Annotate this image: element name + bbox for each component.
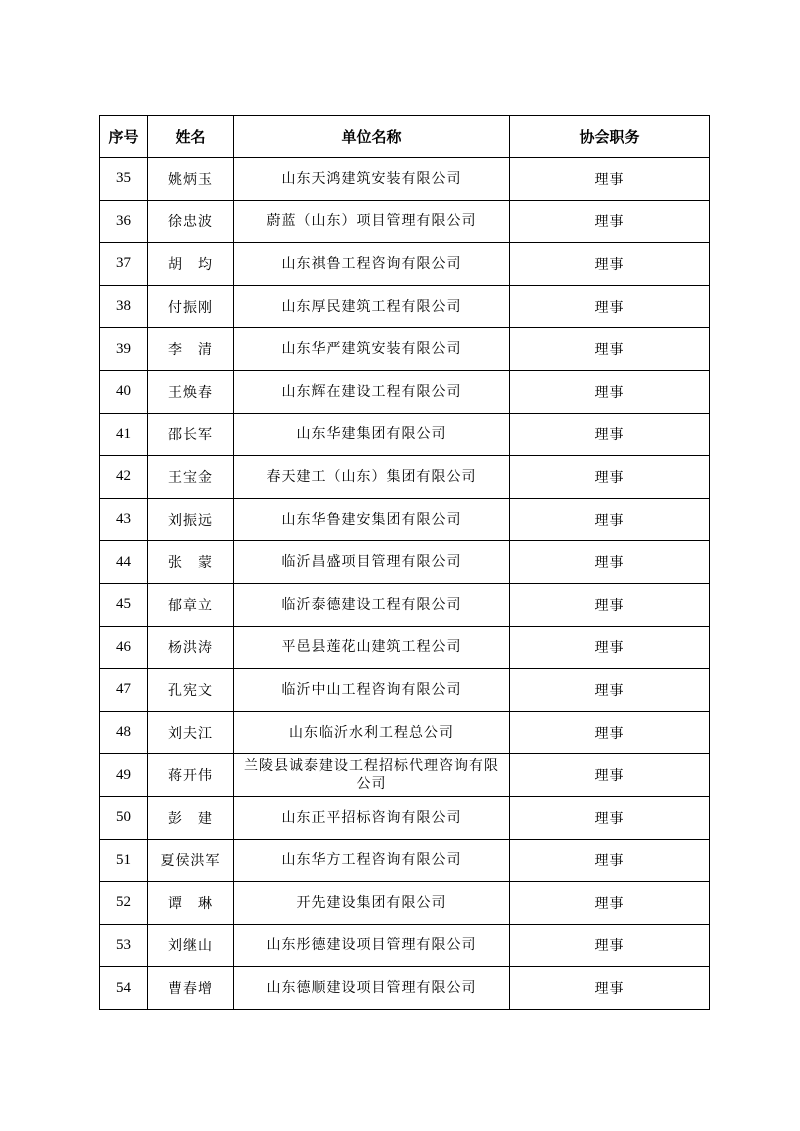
member-name-cell: 杨洪涛 [148,626,234,669]
member-name-cell: 张 蒙 [148,541,234,584]
member-name-cell: 刘继山 [148,924,234,967]
member-table [99,115,710,1010]
member-name-cell: 姚炳玉 [148,158,234,201]
unit-name-cell: 山东临沂水利工程总公司 [234,711,510,754]
table-row [100,669,710,712]
association-role-cell: 理事 [510,498,710,541]
table-row [100,200,710,243]
serial-number-cell: 41 [100,413,148,456]
header-unit-name: 单位名称 [234,116,510,158]
table-row [100,498,710,541]
unit-name-cell: 山东德顺建设项目管理有限公司 [234,967,510,1010]
association-role-cell: 理事 [510,839,710,882]
table-body [100,158,710,1010]
unit-name-cell: 平邑县莲花山建筑工程公司 [234,626,510,669]
table-row [100,796,710,839]
serial-number-cell: 47 [100,669,148,712]
serial-number-cell: 38 [100,285,148,328]
unit-name-cell: 山东彤德建设项目管理有限公司 [234,924,510,967]
unit-name-cell: 山东辉在建设工程有限公司 [234,370,510,413]
header-association-role: 协会职务 [510,116,710,158]
unit-name-cell: 山东厚民建筑工程有限公司 [234,285,510,328]
table-row [100,967,710,1010]
association-role-cell: 理事 [510,626,710,669]
member-name-cell: 刘夫江 [148,711,234,754]
serial-number-cell: 45 [100,583,148,626]
serial-number-cell: 35 [100,158,148,201]
unit-name-cell: 临沂中山工程咨询有限公司 [234,669,510,712]
association-role-cell: 理事 [510,456,710,499]
table-row [100,839,710,882]
member-name-cell: 邵长军 [148,413,234,456]
table-row [100,370,710,413]
table-row [100,882,710,925]
table-row [100,285,710,328]
serial-number-cell: 46 [100,626,148,669]
serial-number-cell: 48 [100,711,148,754]
association-role-cell: 理事 [510,882,710,925]
table-row [100,456,710,499]
member-name-cell: 王焕春 [148,370,234,413]
table-row [100,158,710,201]
unit-name-cell: 山东祺鲁工程咨询有限公司 [234,243,510,286]
table-row [100,754,710,797]
member-name-cell: 蒋开伟 [148,754,234,797]
association-role-cell: 理事 [510,669,710,712]
association-role-cell: 理事 [510,967,710,1010]
unit-name-cell: 临沂昌盛项目管理有限公司 [234,541,510,584]
member-name-cell: 夏侯洪军 [148,839,234,882]
member-table-container [99,115,709,1010]
serial-number-cell: 37 [100,243,148,286]
unit-name-cell: 蔚蓝（山东）项目管理有限公司 [234,200,510,243]
table-row [100,413,710,456]
header-serial-number: 序号 [100,116,148,158]
serial-number-cell: 52 [100,882,148,925]
serial-number-cell: 50 [100,796,148,839]
unit-name-cell: 山东华方工程咨询有限公司 [234,839,510,882]
unit-name-cell: 山东华建集团有限公司 [234,413,510,456]
unit-name-cell: 山东华鲁建安集团有限公司 [234,498,510,541]
serial-number-cell: 39 [100,328,148,371]
member-name-cell: 谭 琳 [148,882,234,925]
unit-name-cell: 山东天鸿建筑安装有限公司 [234,158,510,201]
member-name-cell: 孔宪文 [148,669,234,712]
association-role-cell: 理事 [510,754,710,797]
association-role-cell: 理事 [510,243,710,286]
association-role-cell: 理事 [510,583,710,626]
serial-number-cell: 51 [100,839,148,882]
unit-name-cell: 山东正平招标咨询有限公司 [234,796,510,839]
association-role-cell: 理事 [510,413,710,456]
member-name-cell: 刘振远 [148,498,234,541]
serial-number-cell: 44 [100,541,148,584]
serial-number-cell: 54 [100,967,148,1010]
serial-number-cell: 36 [100,200,148,243]
table-row [100,711,710,754]
unit-name-cell: 临沂泰德建设工程有限公司 [234,583,510,626]
header-name: 姓名 [148,116,234,158]
member-name-cell: 徐忠波 [148,200,234,243]
serial-number-cell: 49 [100,754,148,797]
serial-number-cell: 42 [100,456,148,499]
serial-number-cell: 40 [100,370,148,413]
table-header [100,116,710,158]
association-role-cell: 理事 [510,285,710,328]
association-role-cell: 理事 [510,328,710,371]
member-name-cell: 郁章立 [148,583,234,626]
association-role-cell: 理事 [510,158,710,201]
serial-number-cell: 53 [100,924,148,967]
table-row [100,626,710,669]
unit-name-cell: 开先建设集团有限公司 [234,882,510,925]
member-name-cell: 李 清 [148,328,234,371]
header-row [100,116,710,158]
association-role-cell: 理事 [510,924,710,967]
serial-number-cell: 43 [100,498,148,541]
unit-name-cell: 山东华严建筑安装有限公司 [234,328,510,371]
table-row [100,541,710,584]
member-name-cell: 曹春增 [148,967,234,1010]
table-row [100,243,710,286]
table-row [100,583,710,626]
association-role-cell: 理事 [510,796,710,839]
table-row [100,328,710,371]
member-name-cell: 王宝金 [148,456,234,499]
unit-name-cell: 兰陵县诚泰建设工程招标代理咨询有限公司 [234,754,510,797]
member-name-cell: 付振刚 [148,285,234,328]
member-name-cell: 胡 均 [148,243,234,286]
association-role-cell: 理事 [510,541,710,584]
association-role-cell: 理事 [510,200,710,243]
table-row [100,924,710,967]
association-role-cell: 理事 [510,370,710,413]
member-name-cell: 彭 建 [148,796,234,839]
unit-name-cell: 春天建工（山东）集团有限公司 [234,456,510,499]
association-role-cell: 理事 [510,711,710,754]
